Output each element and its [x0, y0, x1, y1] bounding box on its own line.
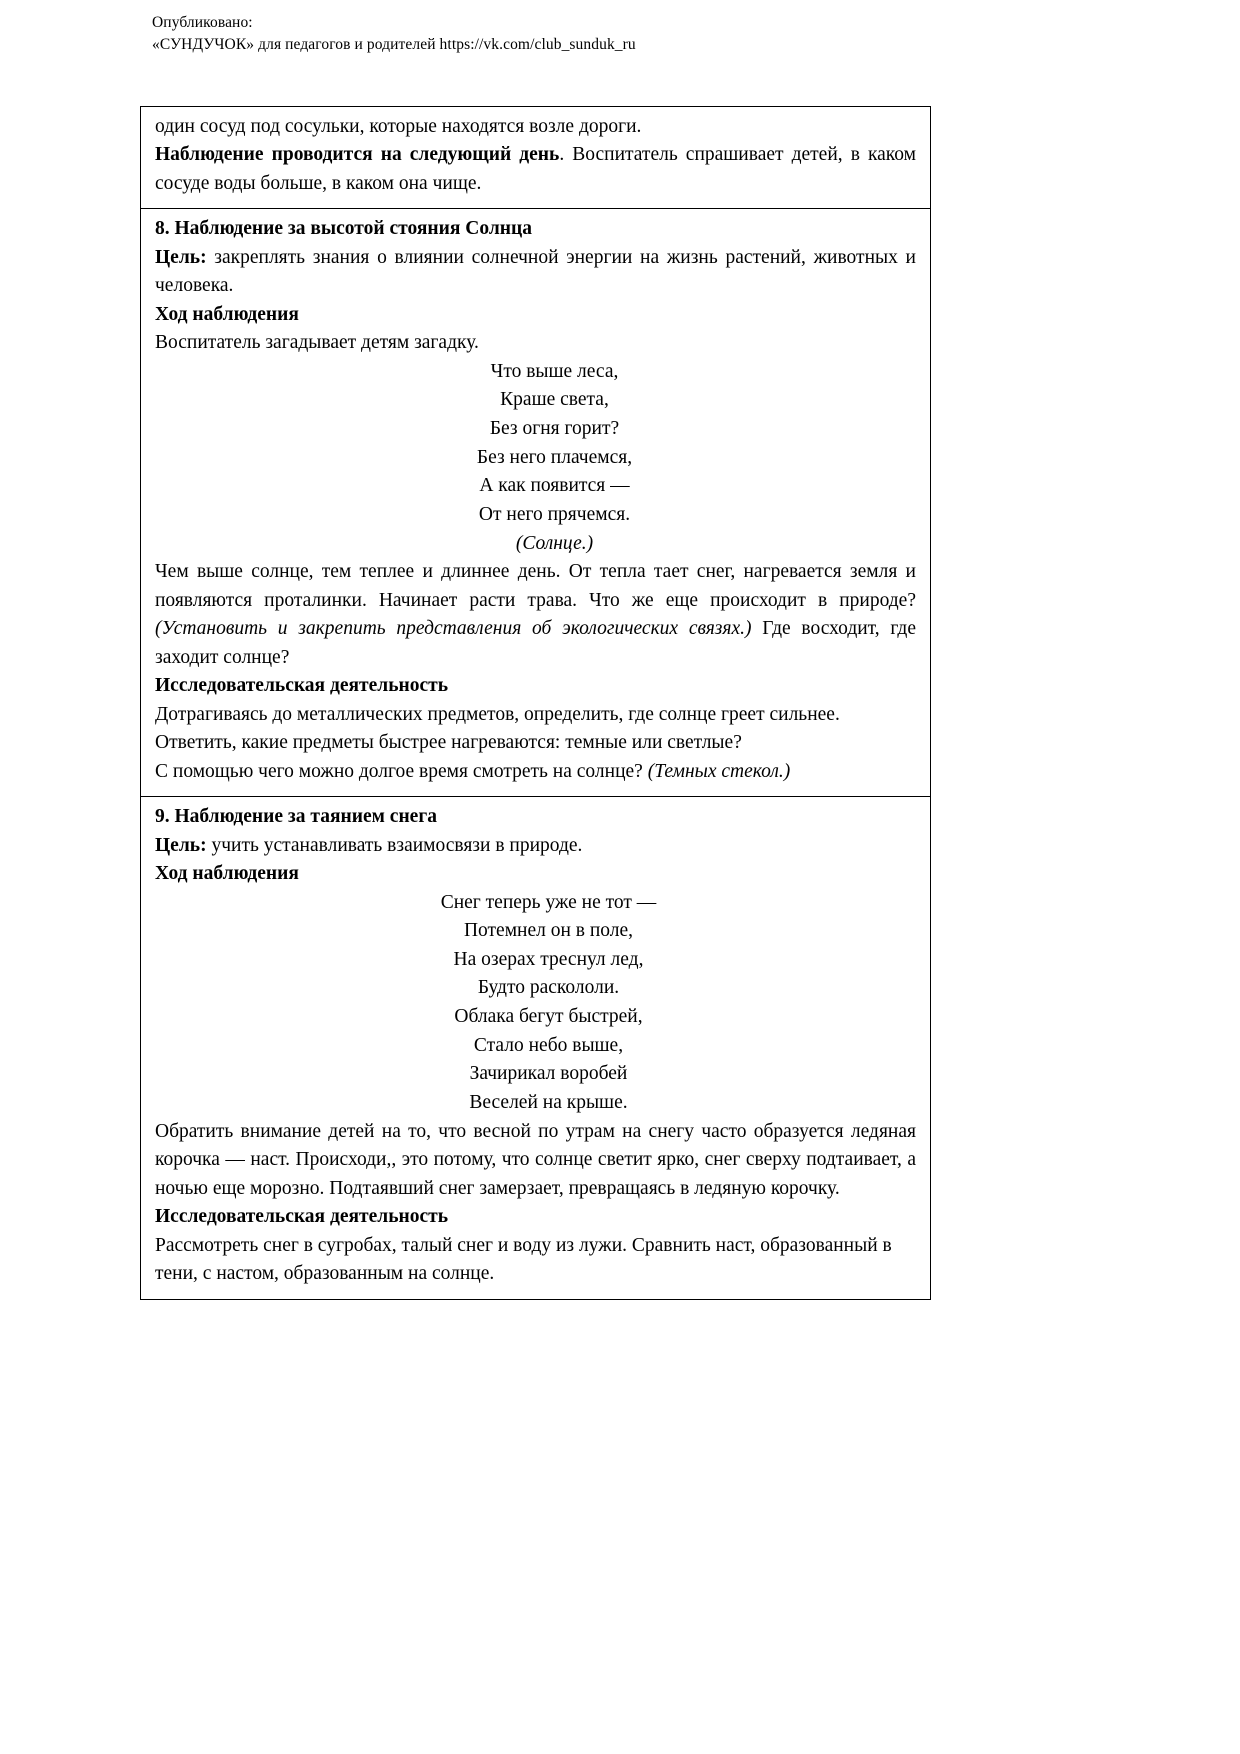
content-table: [140, 106, 931, 1300]
section-9-research-text: Рассмотреть снег в сугробах, талый снег и воду из лужи. Сравнить наст, образованный в тени, с настом, образованным на солнце.: [155, 1234, 892, 1285]
riddle-line: Без огня горит?: [489, 418, 620, 440]
section-9-goal: [155, 832, 916, 860]
poem-line: Снег теперь уже не тот —: [440, 891, 657, 913]
section-9-poem: [155, 889, 916, 1118]
poem-verse: [181, 889, 916, 1118]
riddle-line: Что выше леса,: [490, 360, 619, 382]
goal-label-9: Цель:: [155, 834, 207, 856]
poem-line: Стало небо выше,: [473, 1034, 624, 1056]
section-8-research-line-3: [155, 758, 916, 786]
goal-label-8: Цель:: [155, 246, 207, 268]
section-8-body-part1: Чем выше солнце, тем теплее и длиннее день. От тепла тает снег, нагревается земля и появляются проталинки. Начинает расти трава. Что же еще происходит в природе?: [155, 561, 916, 611]
table-cell-continuation: [141, 107, 930, 209]
poem-line: Облака бегут быстрей,: [454, 1006, 643, 1028]
poem-line: Будто раскололи.: [477, 977, 620, 999]
section-9-body: Обратить внимание детей на то, что весной по утрам на снегу часто образуется ледяная корочка — наст. Происходи,, это потому, что солнце светит ярко, снег сверху подтаивает, а ночью еще морозно. Подтаявший снег замерзает, превращаясь в ледяную корочку.: [155, 1120, 916, 1199]
publication-header: [152, 12, 1052, 57]
section-9-research-label: Исследовательская деятельность: [155, 1206, 449, 1228]
section-8-body: [155, 558, 916, 672]
poem-line: Зачирикал воробей: [469, 1063, 628, 1085]
continuation-paragraph: [155, 141, 916, 198]
riddle-verse: [193, 358, 916, 530]
continuation-first-line: один сосуд под сосульки, которые находятся возле дороги.: [155, 116, 642, 137]
observation-day-rest: . Воспитатель спрашивает детей, в каком сосуде воды больше, в каком она чище.: [155, 144, 916, 194]
section-8-intro: Воспитатель загадывает детям загадку.: [155, 332, 479, 354]
header-line-source: «СУНДУЧОК» для педагогов и родителей https://vk.com/club_sunduk_ru: [152, 36, 636, 54]
section-8-research-line-1: Дотрагиваясь до металлических предметов, определить, где солнце греет сильнее.: [155, 703, 840, 725]
poem-line: На озерах треснул лед,: [453, 948, 644, 970]
poem-line: Потемнел он в поле,: [463, 920, 634, 942]
section-8-research-label: Исследовательская деятельность: [155, 675, 449, 697]
observation-day-bold: Наблюдение проводится на следующий день: [155, 144, 560, 166]
section-8-research-line-2: Ответить, какие предметы быстрее нагреваются: темные или светлые?: [155, 732, 742, 754]
section-8-heading: 8. Наблюдение за высотой стояния Солнца: [155, 218, 533, 240]
poem-line: Веселей на крыше.: [469, 1092, 628, 1114]
section-8-course-label: Ход наблюдения: [155, 303, 299, 325]
goal-text-9: учить устанавливать взаимосвязи в природе.: [206, 834, 583, 856]
riddle-line: Краше света,: [500, 389, 609, 411]
section-9-course-label: Ход наблюдения: [155, 863, 299, 885]
riddle-line: Без него плачемся,: [476, 446, 633, 468]
section-9-heading: 9. Наблюдение за таянием снега: [155, 806, 437, 828]
riddle-answer: (Солнце.): [515, 532, 594, 554]
research-answer-italic: (Темных стекол.): [647, 760, 791, 782]
section-8-body-italic: (Установить и закрепить представления об экологических связях.): [155, 618, 752, 640]
section-8-body-part2: Где восходит, где заходит солнце?: [155, 618, 916, 668]
research-question-plain: С помощью чего можно долгое время смотреть на солнце?: [155, 760, 648, 782]
riddle-line: От него прячемся.: [478, 504, 631, 526]
section-8-goal: [155, 244, 916, 301]
riddle-line: А как появится —: [479, 475, 630, 497]
table-cell-section-9: [141, 797, 930, 1299]
section-8-riddle: [155, 358, 916, 559]
table-cell-section-8: [141, 209, 930, 797]
goal-text-8: закреплять знания о влиянии солнечной энергии на жизнь растений, животных и человека.: [155, 246, 916, 297]
header-line-published: Опубликовано:: [152, 14, 253, 31]
